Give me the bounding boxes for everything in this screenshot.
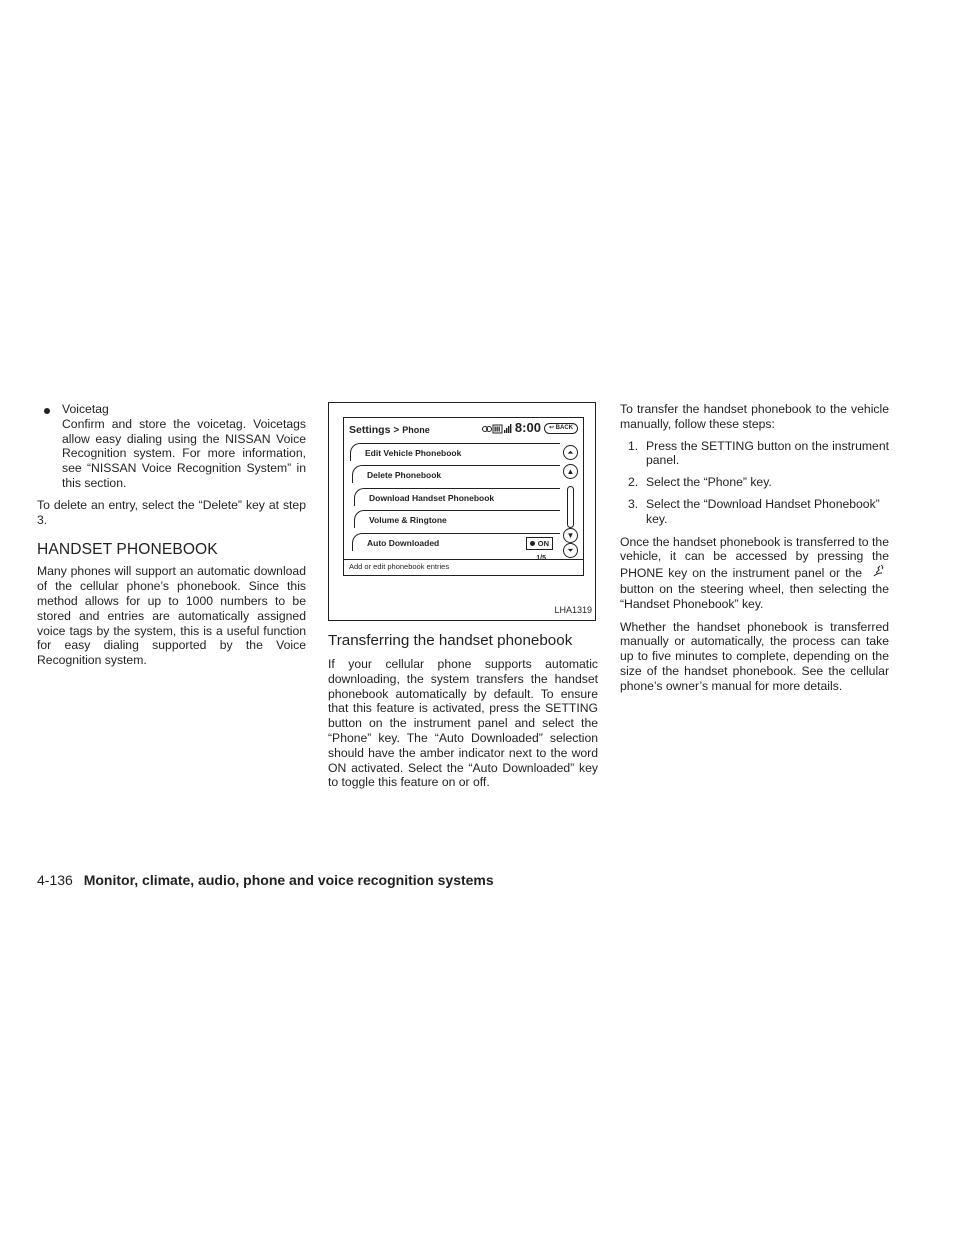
- talk-button-icon: [871, 564, 885, 577]
- up-arrow-icon: ▲: [566, 467, 575, 476]
- access-text-start: Once the handset phonebook is transferred to the vehicle, it can be accessed by pressing the PHONE key on the instrument panel or the: [620, 534, 889, 581]
- double-down-arrow-icon: ⏷: [567, 546, 574, 555]
- list-item: [620, 475, 889, 490]
- bullet-text: Confirm and store the voicetag. Voicetags allow easy dialing using the NISSAN Voice Recognition system. For more information, see “NISSAN Voice Recognition System” in this section.: [62, 416, 306, 490]
- figure-code: LHA1319: [554, 605, 592, 616]
- menu-item-label: Volume & Ringtone: [369, 515, 447, 526]
- section-heading: HANDSET PHONEBOOK: [37, 541, 218, 559]
- chapter-title: Monitor, climate, audio, phone and voice recognition systems: [83, 872, 494, 888]
- on-indicator: [526, 537, 553, 550]
- step-number: 2.: [628, 475, 639, 490]
- section-body: Many phones will support an automatic download of the cellular phone’s phonebook. Since this method allows for up to 1000 numbers to be stored and entries are automatically assigned voice tags by the system, this is a useful function for easy dialing supported by the Voice Recognition system.: [37, 564, 306, 668]
- menu-item-label: Auto Downloaded: [367, 537, 440, 548]
- step-text: Select the “Phone” key.: [646, 475, 772, 490]
- middle-column: [328, 402, 598, 790]
- status-icons: [482, 423, 512, 434]
- transfer-body: If your cellular phone supports automatic downloading, the system transfers the handset phonebook automatically by default. To ensure that this feature is activated, press the SETTING button on the instrument panel and select the “Phone” key. The “Auto Downloaded” selection should have the amber indicator next to the word ON activated. Select the “Auto Downloaded” key to toggle this feature on or off.: [328, 657, 598, 790]
- right-column: [620, 402, 889, 694]
- voice-recognition-icon: [867, 564, 889, 582]
- menu-item-volume-ringtone[interactable]: [354, 510, 560, 528]
- sub-heading: Transferring the handset phonebook: [328, 632, 573, 649]
- step-number: 1.: [628, 438, 639, 453]
- page-counter: 1/5: [536, 555, 546, 562]
- signal-icon: [504, 424, 511, 433]
- page-number: 4-136: [37, 872, 73, 888]
- menu-item-label: Download Handset Phonebook: [369, 492, 495, 503]
- list-item: [620, 439, 889, 469]
- menu-item-auto-downloaded[interactable]: [352, 533, 560, 551]
- scroll-bottom-button[interactable]: [563, 543, 578, 558]
- display-screen: [343, 417, 584, 576]
- double-up-arrow-icon: ⏶: [567, 448, 574, 457]
- list-item: [620, 497, 889, 527]
- left-column: [37, 402, 306, 668]
- screen-header: [349, 421, 578, 437]
- indicator-dot-icon: [530, 541, 535, 546]
- breadcrumb-separator: >: [393, 425, 400, 436]
- screen-title: Settings: [349, 424, 391, 436]
- down-arrow-icon: ▼: [566, 531, 575, 540]
- phone-settings-figure: [328, 402, 596, 621]
- delete-instruction: To delete an entry, select the “Delete” key at step 3.: [37, 497, 306, 527]
- screen-breadcrumb: [349, 423, 430, 439]
- scroll-top-button[interactable]: [563, 445, 578, 460]
- duration-paragraph: Whether the handset phonebook is transferred manually or automatically, the process can take up to five minutes to complete, depending on the size of the handset phonebook. See the cellular phone’s owner’s manual for more details.: [620, 619, 889, 693]
- voicetag-bullet: [37, 402, 306, 491]
- screen-footer: Add or edit phonebook entries: [344, 559, 583, 575]
- step-number: 3.: [628, 496, 639, 511]
- phone-menu: [350, 443, 560, 555]
- scroll-down-button[interactable]: [563, 528, 578, 543]
- scroll-up-button[interactable]: [563, 464, 578, 479]
- menu-item-label: Delete Phonebook: [367, 470, 442, 481]
- step-text: Select the “Download Handset Phonebook” key.: [646, 496, 880, 526]
- menu-item-delete-phonebook[interactable]: [352, 465, 560, 483]
- access-text-end: button on the steering wheel, then selecting the “Handset Phonebook” key.: [620, 581, 889, 611]
- clock: 8:00: [514, 420, 541, 435]
- back-button[interactable]: [544, 423, 578, 434]
- status-area: [482, 421, 578, 436]
- on-label: ON: [537, 538, 549, 548]
- bluetooth-phone-icon: [482, 426, 491, 431]
- bullet-title: Voicetag: [62, 402, 109, 416]
- steps-intro: To transfer the handset phonebook to the vehicle manually, follow these steps:: [620, 402, 889, 431]
- access-paragraph: [620, 535, 889, 612]
- step-text: Press the SETTING button on the instrument panel.: [646, 438, 889, 468]
- screen-subtitle: Phone: [402, 425, 430, 435]
- menu-item-download-handset-phonebook[interactable]: [354, 488, 560, 506]
- steps-list: [620, 439, 889, 527]
- scrollbar-track[interactable]: [567, 486, 574, 528]
- back-arrow-icon: ↩: [548, 424, 554, 431]
- menu-item-edit-vehicle-phonebook[interactable]: [350, 443, 560, 461]
- menu-item-label: Edit Vehicle Phonebook: [365, 448, 462, 458]
- bullet-dot-icon: [44, 408, 50, 414]
- battery-icon: [493, 425, 502, 433]
- back-label: BACK: [555, 424, 573, 431]
- page-footer: [37, 871, 494, 889]
